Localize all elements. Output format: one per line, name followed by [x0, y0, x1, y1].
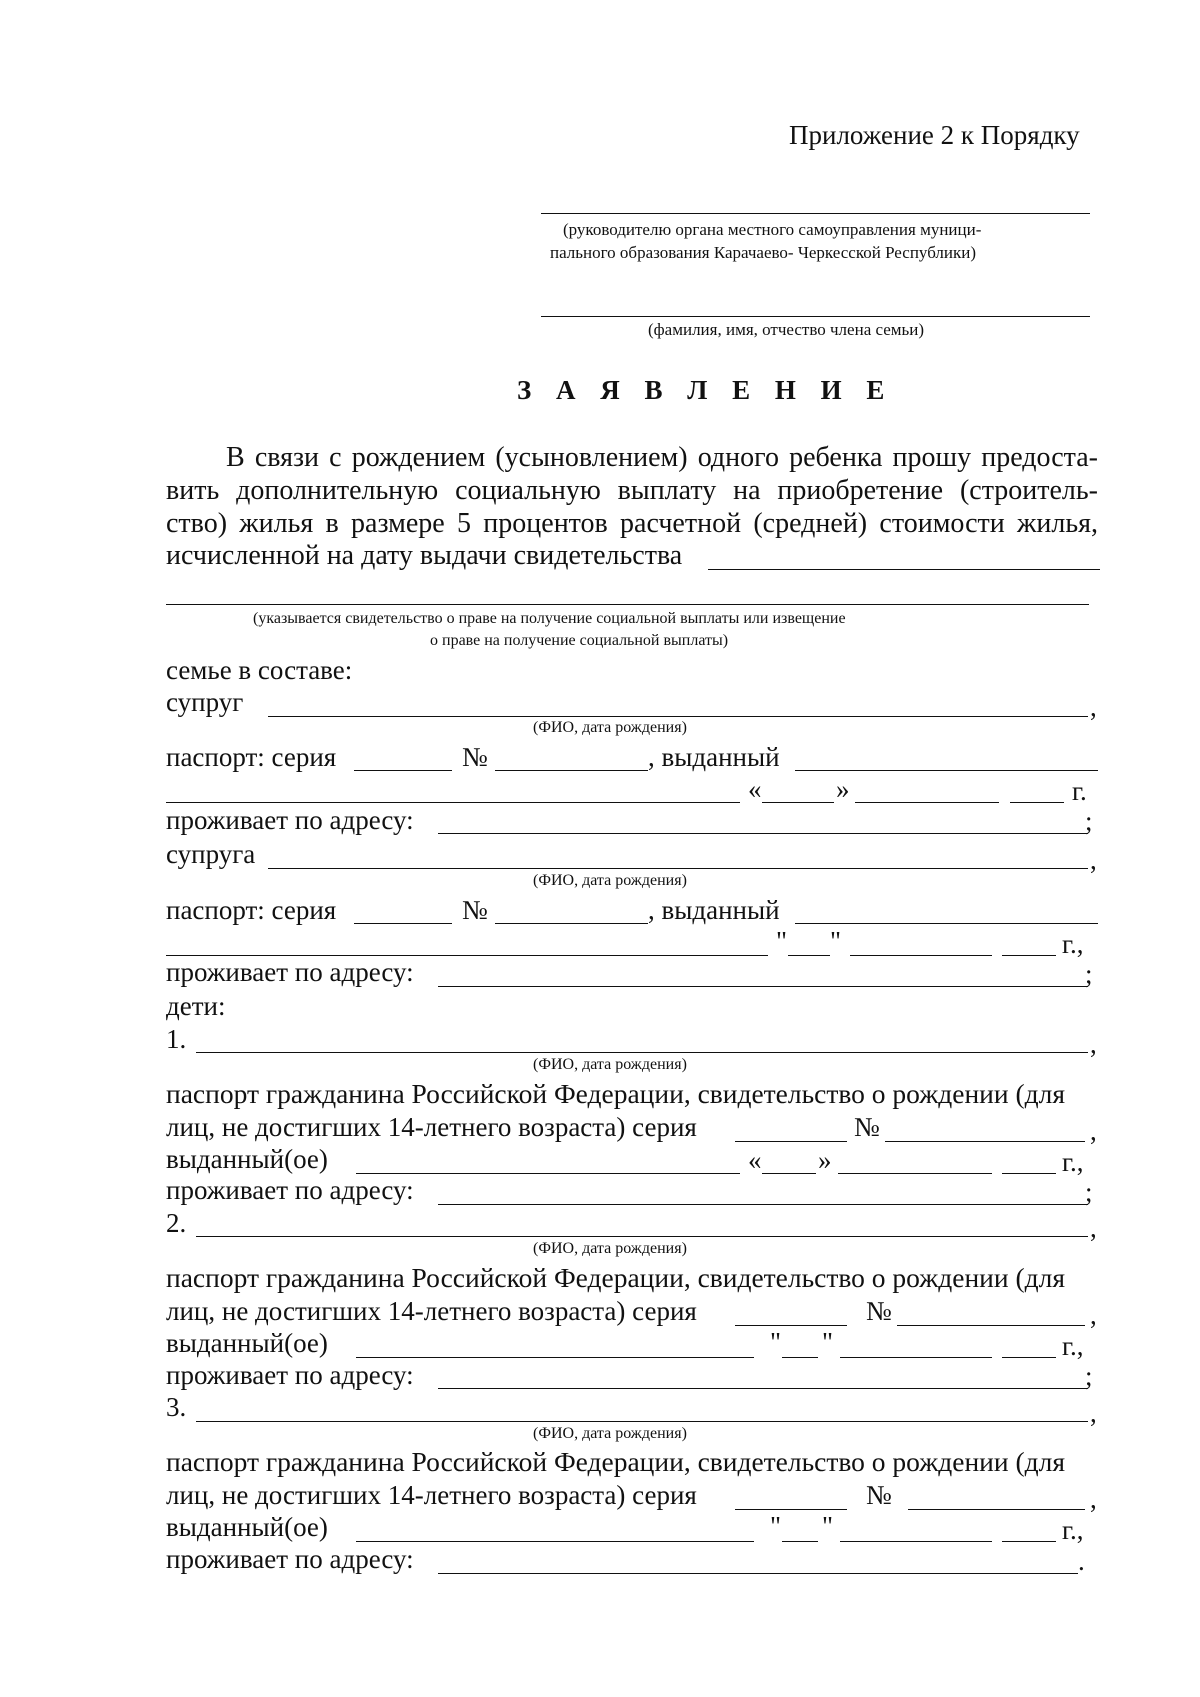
body-line-4: исчисленной на дату выдачи свидетельства	[166, 540, 683, 571]
number-sign: №	[462, 742, 488, 772]
addressee-caption-1: (руководителю органа местного самоуправления муници-	[563, 220, 982, 239]
child-issued-by-line[interactable]	[356, 1357, 754, 1358]
address-line[interactable]	[438, 1204, 1088, 1205]
quote-close: "	[830, 926, 842, 956]
comma: ,	[1090, 1213, 1097, 1243]
passport-series-line[interactable]	[354, 770, 452, 771]
number-sign: №	[462, 895, 488, 925]
child-fio-line[interactable]	[196, 1052, 1088, 1053]
issued-label: , выданный	[648, 742, 780, 772]
child-doc-number-line[interactable]	[885, 1141, 1085, 1142]
year-label: г.,	[1062, 929, 1084, 959]
issue-year-line[interactable]	[1002, 1541, 1056, 1542]
lives-at-label: проживает по адресу:	[166, 957, 414, 987]
year-label: г.,	[1062, 1515, 1084, 1545]
lives-at-label: проживает по адресу:	[166, 805, 414, 835]
child-fio-line[interactable]	[196, 1236, 1088, 1237]
fio-caption: (ФИО, дата рождения)	[533, 1240, 687, 1257]
year-label: г.,	[1062, 1147, 1084, 1177]
family-intro: семье в составе:	[166, 655, 353, 685]
issued-by-line-2[interactable]	[166, 955, 768, 956]
child-doc-series-line[interactable]	[735, 1509, 847, 1510]
issue-month-line[interactable]	[855, 802, 999, 803]
fio-caption: (ФИО, дата рождения)	[533, 1425, 687, 1442]
husband-label: супруг	[166, 687, 244, 717]
children-label: дети:	[166, 991, 226, 1021]
child-fio-line[interactable]	[196, 1421, 1088, 1422]
passport-series-line[interactable]	[354, 923, 452, 924]
quote-close: »	[836, 774, 850, 804]
quote-open: "	[776, 926, 788, 956]
comma: ,	[1090, 845, 1097, 875]
child-doc-line-1: паспорт гражданина Российской Федерации, свидетельство о рождении (для	[166, 1446, 1065, 1477]
address-line[interactable]	[438, 1573, 1078, 1574]
number-sign: №	[866, 1480, 892, 1510]
quote-open: "	[770, 1327, 782, 1357]
passport-series-label: паспорт: серия	[166, 895, 337, 925]
addressee-line[interactable]	[541, 213, 1090, 214]
issue-year-line[interactable]	[1002, 1357, 1056, 1358]
year-label: г.,	[1062, 1331, 1084, 1361]
semicolon: ;	[1085, 806, 1093, 836]
child-doc-line-1: паспорт гражданина Российской Федерации, свидетельство о рождении (для	[166, 1262, 1065, 1293]
passport-series-label: паспорт: серия	[166, 742, 337, 772]
quote-open: «	[748, 774, 762, 804]
address-line[interactable]	[438, 1388, 1088, 1389]
issue-day-line[interactable]	[788, 955, 830, 956]
husband-fio-line[interactable]	[268, 716, 1088, 717]
fio-caption: (ФИО, дата рождения)	[533, 719, 687, 736]
certificate-line-2[interactable]	[166, 604, 1089, 605]
addressee-caption-2: пального образования Карачаево- Черкесской Республики)	[550, 243, 977, 262]
semicolon: ;	[1085, 1177, 1093, 1207]
comma: ,	[1090, 1398, 1097, 1428]
quote-close: "	[822, 1327, 834, 1357]
wife-label: супруга	[166, 839, 256, 869]
passport-number-line[interactable]	[495, 923, 648, 924]
issue-day-line[interactable]	[782, 1541, 818, 1542]
fio-caption: (ФИО, дата рождения)	[533, 1056, 687, 1073]
body-line-3: ство) жилья в размере 5 процентов расчетной (средней) стоимости жилья,	[166, 508, 1098, 539]
child-number: 3.	[166, 1392, 187, 1422]
address-line[interactable]	[438, 833, 1088, 834]
number-sign: №	[854, 1112, 880, 1142]
address-line[interactable]	[438, 986, 1088, 987]
issue-month-line[interactable]	[850, 955, 992, 956]
issue-month-line[interactable]	[840, 1541, 992, 1542]
issue-year-line[interactable]	[1010, 802, 1064, 803]
child-doc-series-line[interactable]	[735, 1141, 847, 1142]
semicolon: ;	[1085, 1361, 1093, 1391]
certificate-line-1[interactable]	[708, 569, 1100, 570]
appendix-reference: Приложение 2 к Порядку	[789, 120, 1080, 150]
quote-open: "	[770, 1511, 782, 1541]
child-doc-line-2: лиц, не достигших 14-летнего возраста) серия	[166, 1112, 697, 1142]
child-issued-label: выданный(ое)	[166, 1328, 328, 1358]
wife-fio-line[interactable]	[268, 868, 1088, 869]
issue-day-line[interactable]	[782, 1357, 818, 1358]
issue-month-line[interactable]	[840, 1357, 992, 1358]
child-number: 2.	[166, 1208, 187, 1238]
issue-day-line[interactable]	[762, 802, 834, 803]
applicant-caption: (фамилия, имя, отчество члена семьи)	[648, 320, 925, 339]
certificate-caption-2: о праве на получение социальной выплаты)	[430, 632, 729, 649]
certificate-caption-1: (указывается свидетельство о праве на получение социальной выплаты или извещение	[253, 610, 846, 627]
child-issued-label: выданный(ое)	[166, 1144, 328, 1174]
comma: ,	[1090, 1484, 1097, 1514]
issue-month-line[interactable]	[838, 1173, 992, 1174]
semicolon: ;	[1085, 959, 1093, 989]
year-label: г.	[1072, 776, 1087, 806]
quote-open: «	[748, 1145, 762, 1175]
child-doc-number-line[interactable]	[908, 1509, 1085, 1510]
issue-day-line[interactable]	[762, 1173, 816, 1174]
issued-by-line-2[interactable]	[166, 802, 740, 803]
comma: ,	[1090, 692, 1097, 722]
comma: ,	[1090, 1029, 1097, 1059]
child-doc-line-2: лиц, не достигших 14-летнего возраста) серия	[166, 1480, 697, 1510]
issued-label: , выданный	[648, 895, 780, 925]
lives-at-label: проживает по адресу:	[166, 1175, 414, 1205]
lives-at-label: проживает по адресу:	[166, 1544, 414, 1574]
issued-by-line[interactable]	[795, 770, 1098, 771]
body-line-2: вить дополнительную социальную выплату на приобретение (строитель-	[166, 475, 1098, 506]
issued-by-line[interactable]	[795, 923, 1098, 924]
fio-caption: (ФИО, дата рождения)	[533, 872, 687, 889]
number-sign: №	[866, 1296, 892, 1326]
body-line-1: В связи с рождением (усыновлением) одного ребенка прошу предоста-	[226, 442, 1098, 473]
applicant-line[interactable]	[541, 316, 1090, 317]
child-doc-series-line[interactable]	[735, 1325, 847, 1326]
comma: ,	[1090, 1116, 1097, 1146]
passport-number-line[interactable]	[495, 770, 648, 771]
lives-at-label: проживает по адресу:	[166, 1360, 414, 1390]
child-doc-line-1: паспорт гражданина Российской Федерации, свидетельство о рождении (для	[166, 1078, 1065, 1109]
child-issued-label: выданный(ое)	[166, 1512, 328, 1542]
child-doc-line-2: лиц, не достигших 14-летнего возраста) серия	[166, 1296, 697, 1326]
issue-year-line[interactable]	[1002, 955, 1056, 956]
child-number: 1.	[166, 1024, 187, 1054]
issue-year-line[interactable]	[1002, 1173, 1056, 1174]
period: .	[1078, 1546, 1085, 1576]
child-issued-by-line[interactable]	[356, 1541, 754, 1542]
child-doc-number-line[interactable]	[897, 1325, 1085, 1326]
comma: ,	[1090, 1300, 1097, 1330]
document-title: З А Я В Л Е Н И Е	[517, 375, 894, 405]
quote-close: »	[818, 1145, 832, 1175]
child-issued-by-line[interactable]	[356, 1173, 740, 1174]
quote-close: "	[822, 1511, 834, 1541]
